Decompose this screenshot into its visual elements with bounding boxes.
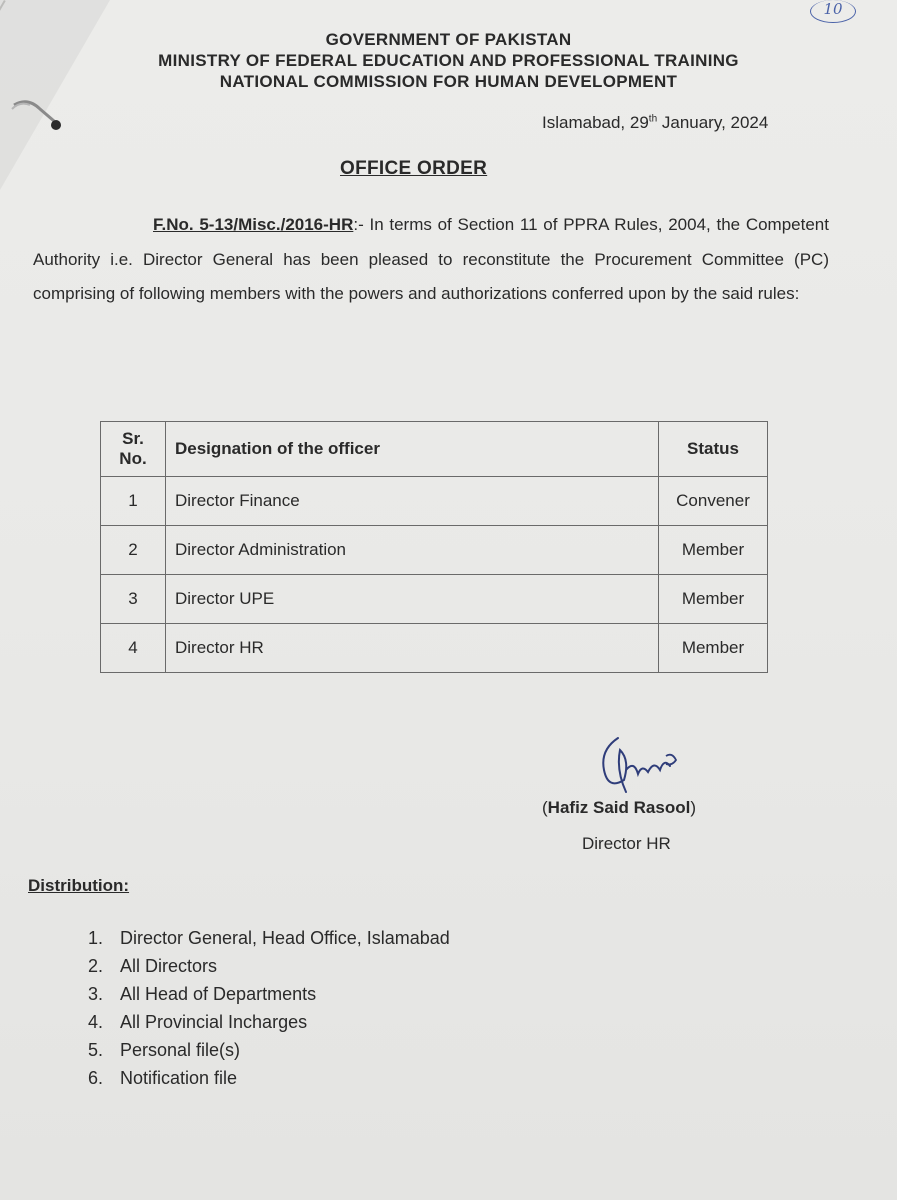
list-item-text: All Provincial Incharges	[120, 1012, 308, 1032]
file-number: F.No. 5-13/Misc./2016-HR	[153, 215, 354, 234]
list-item-text: All Directors	[120, 956, 218, 976]
date-suffix: th	[648, 113, 658, 125]
list-item-number: 2.	[88, 956, 104, 976]
staple-clip-icon	[10, 95, 62, 135]
row-status: Convener	[659, 477, 768, 526]
list-item	[88, 1009, 450, 1037]
paren-open: (	[542, 798, 548, 817]
header-government: GOVERNMENT OF PAKISTAN	[325, 30, 572, 49]
signatory-name-text: Hafiz Said Rasool	[547, 798, 691, 817]
list-item	[88, 1065, 450, 1093]
header-commission: NATIONAL COMMISSION FOR HUMAN DEVELOPMENT	[219, 72, 678, 91]
row-status: Member	[659, 624, 768, 673]
row-designation: Director HR	[166, 624, 659, 673]
date-place: Islamabad, 29	[542, 113, 649, 132]
page-number-mark: 10	[810, 0, 856, 23]
row-sr: 3	[101, 575, 166, 624]
table-row	[101, 575, 768, 624]
distribution-heading: Distribution:	[28, 876, 130, 895]
row-sr: 1	[101, 477, 166, 526]
paren-close: )	[690, 798, 696, 817]
col-sr-no	[101, 422, 166, 477]
header-ministry: MINISTRY OF FEDERAL EDUCATION AND PROFESSIONAL TRAINING	[158, 51, 739, 70]
row-sr: 4	[101, 624, 166, 673]
row-designation: Director Finance	[166, 477, 659, 526]
list-item	[88, 981, 450, 1009]
table-header-row	[101, 422, 768, 477]
signatory-designation: Director HR	[582, 834, 671, 853]
row-status: Member	[659, 575, 768, 624]
row-status: Member	[659, 526, 768, 575]
signatory-name	[542, 798, 696, 818]
col-status: Status	[659, 422, 768, 477]
col-designation: Designation of the officer	[166, 422, 659, 477]
order-date	[542, 113, 768, 133]
distribution-list	[88, 925, 450, 1093]
list-item-text: Personal file(s)	[120, 1040, 241, 1060]
committee-table	[100, 421, 768, 673]
list-item-number: 6.	[88, 1068, 104, 1088]
list-item-number: 5.	[88, 1040, 104, 1060]
page-title: OFFICE ORDER	[340, 158, 488, 179]
row-designation: Director UPE	[166, 575, 659, 624]
sr-header-line1: Sr.	[122, 429, 144, 448]
date-rest: January, 2024	[657, 113, 769, 132]
list-item	[88, 925, 450, 953]
order-body	[33, 208, 829, 312]
list-item-number: 3.	[88, 984, 104, 1004]
signature-scribble-icon	[590, 730, 690, 800]
list-item	[88, 953, 450, 981]
table-row	[101, 624, 768, 673]
order-text: :- In terms of Section 11 of PPRA Rules, 2004, the Competent Authority i.e. Director General has been pleased to reconstitute the Procurement Committee (PC) comprising of following members with the powers and authorizations conferred upon by the said rules:	[33, 215, 829, 303]
sr-header-line2: No.	[119, 449, 147, 468]
list-item-text: All Head of Departments	[120, 984, 317, 1004]
row-designation: Director Administration	[166, 526, 659, 575]
table-row	[101, 526, 768, 575]
list-item-text: Director General, Head Office, Islamabad	[120, 928, 450, 948]
list-item-number: 4.	[88, 1012, 104, 1032]
row-sr: 2	[101, 526, 166, 575]
list-item	[88, 1037, 450, 1065]
table-row	[101, 477, 768, 526]
list-item-text: Notification file	[120, 1068, 238, 1088]
list-item-number: 1.	[88, 928, 104, 948]
